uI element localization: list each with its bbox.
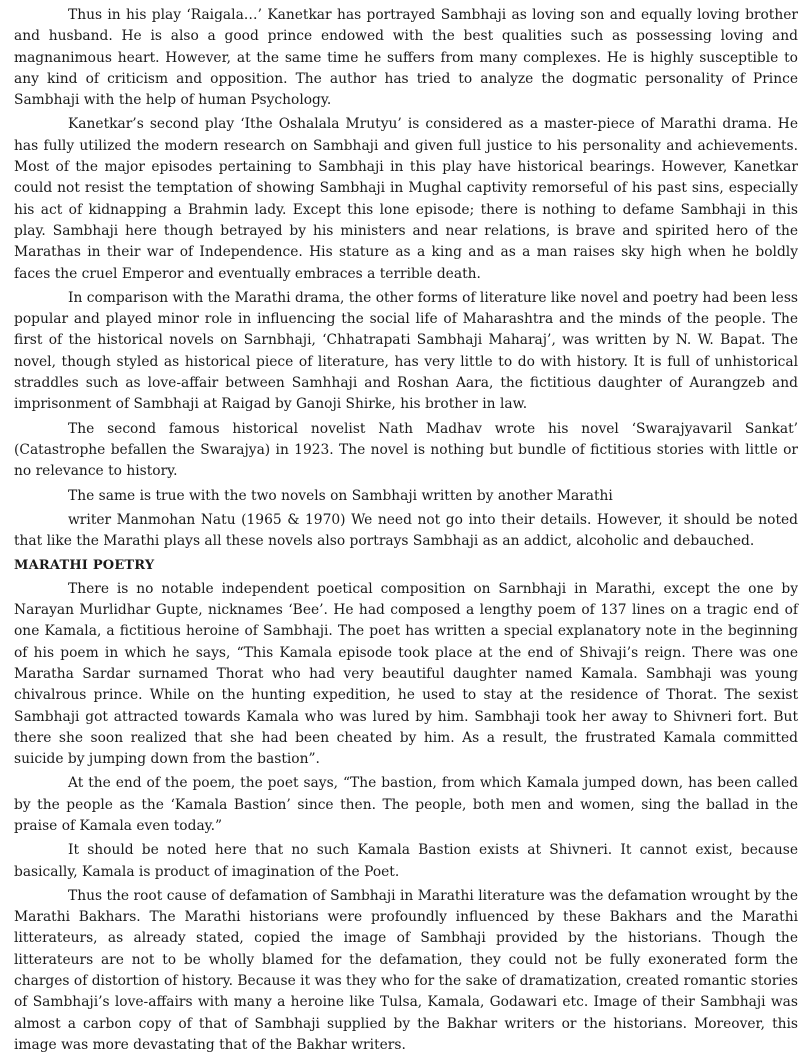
paragraph-kamala-bastion: At the end of the poem, the poet says, “The bastion, from which Kamala jumped down, has been called by the people as the ‘Kamala Bastion’ since then. The people, both men and women, sing the ballad in the praise of Kamala even today.” bbox=[14, 775, 798, 834]
paragraph-marathi-novels: In comparison with the Marathi drama, the other forms of literature like novel and poetry had been less popular and played minor role in influencing the social life of Maharashtra and the minds of the people. The first of the historical novels on Sarnbhaji, ‘Chhatrapati Sambhaji Maharaj’, was written by N. W. Bapat. The novel, though styled as historical piece of literature, has very little to do with history. It is full of unhistorical straddles such as love-affair between Samhhaji and Roshan Aara, the fictitious daughter of Aurangzeb and imprisonment of Sambhaji at Raigad by Ganoji Shirke, his brother in law. bbox=[14, 289, 799, 413]
section-heading: MARATHI POETRY bbox=[14, 558, 155, 574]
paragraph-nath-madhav: The second famous historical novelist Nath Madhav wrote his novel ‘Swarajyavaril Sankat’ (Catastrophe befallen the Swarajya) in 1923. The novel is nothing but bundle of fictitious stories with little or no relevance to history. bbox=[14, 420, 798, 480]
paragraph-same-is-true: The same is true with the two novels on Sambhaji written by another Marathi bbox=[68, 487, 613, 504]
paragraph-root-cause: Thus the root cause of defamation of Sambhaji in Marathi literature was the defamation wrought by the Marathi Bakhars. The Marathi historians were profoundly influenced by these Bakhars and the Marathi litterateurs, as already stated, copied the image of Sambhaji provided by the historians. Though the litterateurs are not to be wholly blamed for the defamation, they could not be fully exonerated form the charges of distortion of history. Because it was they who for the sake of dramatization, created romantic stories of Sambhaji’s love-affairs with many a heroine like Tulsa, Kamala, Godawari etc. Image of their Sambhaji was almost a carbon copy of that of Sambhaji supplied by the Bakhar writers or the historians. Moreover, this image was more devastating that of the Bakhar writers. bbox=[14, 887, 798, 1053]
paragraph-raigala: Thus in his play ‘Raigala…’ Kanetkar has portrayed Sambhaji as loving son and equally loving brother and husband. He is also a good prince endowed with the best qualities such as possessing loving and magnanimous heart. However, at the same time he suffers from many complexes. He is highly susceptible to any kind of criticism and opposition. The author has tried to analyze the dogmatic personality of Prince Sambhaji with the help of human Psychology. bbox=[14, 7, 798, 109]
paragraph-poetry-bee: There is no notable independent poetical composition on Sarnbhaji in Marathi, except the one by Narayan Murlidhar Gupte, nicknames ‘Bee’. He had composed a lengthy poem of 137 lines on a tragic end of one Kamala, a fictitious heroine of Sambhaji. The poet has written a special explanatory note in the beginning of his poem in which he says, “This Kamala episode took place at the end of Shivaji’s reign. There was one Maratha Sardar surnamed Thorat who had very beautiful daughter named Kamala. Sambhaji was young chivalrous prince. While on the hunting expedition, he used to stay at the residence of Thorat. The sexist Sambhaji got attracted towards Kamala who was lured by him. Sambhaji took her away to Shivneri fort. But there she soon realized that she had been cheated by him. As a result, the frustrated Kamala committed suicide by jumping down from the bastion”. bbox=[14, 580, 798, 768]
paragraph-manmohan-natu: writer Manmohan Natu (1965 & 1970) We need not go into their details. However, it should be noted that like the Marathi plays all these novels also portrays Sambhaji as an addict, alcoholic and debauched. bbox=[14, 511, 798, 550]
paragraph-ithe-oshalala-mrutyu: Kanetkar’s second play ‘Ithe Oshalala Mrutyu’ is considered as a master-piece of Marathi drama. He has fully utilized the modern research on Sambhaji and given full justice to his personality and achievements. Most of the major episodes pertaining to Sambhaji in this play have historical bearings. However, Kanetkar could not resist the temptation of showing Sambhaji in Mughal captivity remorseful of his past sins, especially his act of kidnapping a Brahmin lady. Except this lone episode; there is nothing to defame Sambhaji in this play. Sambhaji here though betrayed by his ministers and near relations, is brave and spirited hero of the Marathas in their war of Independence. His stature as a king and as a man raises sky high when he boldly faces the cruel Emperor and eventually embraces a terrible death. bbox=[14, 116, 798, 282]
paragraph-no-bastion: It should be noted here that no such Kamala Bastion exists at Shivneri. It cannot exist, because basically, Kamala is product of imagination of the Poet. bbox=[14, 842, 798, 880]
